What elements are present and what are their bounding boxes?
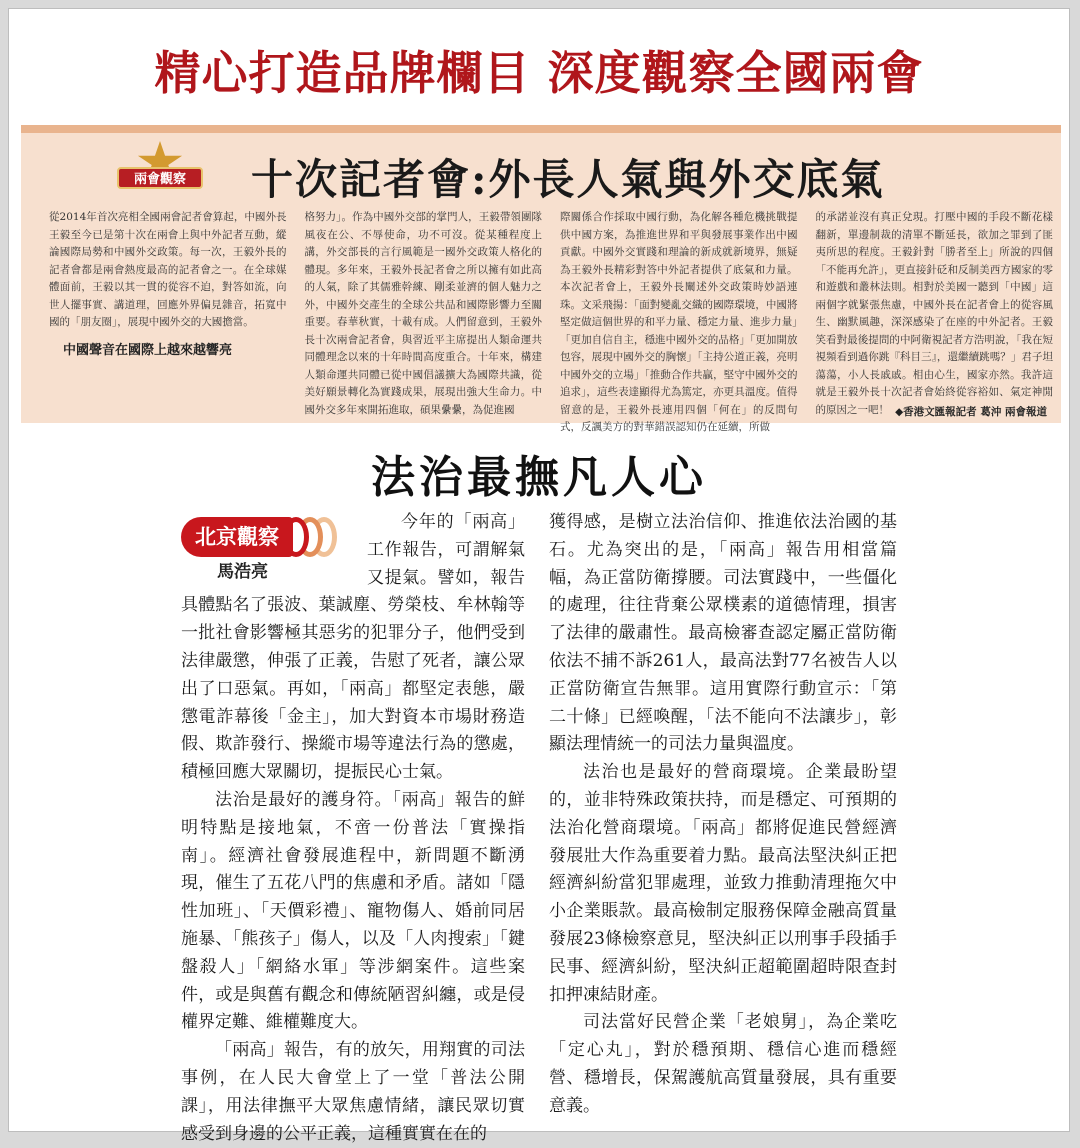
clipping-column-2: 格努力」。作為中國外交部的掌門人，王毅帶領團隊風夜在公、不辱使命，功不可沒。從某種程度上講，外交部長的言行風範是一國外交政策人格化的體現。多年來，王毅外長記者會之所以擁有如此高的人氣，除了其儒雅幹練、剛柔並濟的個人魅力之外，中國外交產生的全球公共品和國際影響力至關重要。春華秋實，十載有成。人們留意到，王毅外長十次兩會記者會，與習近平主席提出人類命運共同體理念以來的十年時間高度重合。十年來，構建人類命運共同體已從中國倡議擴大為國際共識，從美好願景轉化為實踐成果，展現出強大生命力。中國外交多年來開拓進取，碩果纍纍，為促進國 <box>304 211 542 416</box>
clipping-title: 十次記者會:外長人氣與外交底氣 <box>251 155 885 204</box>
paragraph: 法治是最好的護身符。「兩高」報告的鮮明特點是接地氣，不啻一份普法「實操指南」。經濟社會發展進程中，新問題不斷湧現，催生了五花八門的焦慮和矛盾。諸如「隱性加班」、「天價彩禮」、寵物傷人、婚前同居施暴、「熊孩子」傷人，以及「人肉搜索」「鍵盤殺人」「網絡水軍」等涉網案件。這些案件，或是與舊有觀念和傳統陋習糾纏，或是侵權界定難、維權難度大。 <box>181 789 525 1033</box>
column-tag-block <box>181 509 361 589</box>
paragraph: 法治也是最好的營商環境。企業最盼望的，並非特殊政策扶持，而是穩定、可預期的法治化營商環境。「兩高」都將促進民營經濟發展壯大作為重要着力點。最高法堅決糾正把經濟糾紛當犯罪處理，並致力推動清理拖欠中小企業賬款。最高檢制定服務保障金融高質量發展23條檢察意見，堅決糾正以刑事手段插手民事、經濟糾紛，堅決糾正超範圍超時限查封扣押凍結財產。 <box>549 762 897 1005</box>
article-title: 法治最撫凡人心 <box>371 452 707 503</box>
column-tag: 北京觀察 <box>181 517 293 557</box>
clipping-columns <box>49 209 1053 433</box>
author-name: 馬浩亮 <box>217 562 268 582</box>
clipping-subheading: 中國聲音在國際上越來越響亮 <box>63 342 233 358</box>
page-headline: 精心打造品牌欄目 深度觀察全國兩會 <box>154 46 924 100</box>
clipping-column-text: 從2014年首次亮相全國兩會記者會算起，中國外長王毅至今已是第十次在兩會上與中外記者互動，縱論國際局勢和中國外交政策。每一次，王毅外長的記者會都是兩會熱度最高的記者會之一。在全球媒體面前，王毅以其一貫的從容不迫，對答如流，向世人擺事實、講道理，回應外界偏見雜音，拓寬中國的「朋友圈」，展現中國外交的大國擔當。 <box>49 211 287 328</box>
page-frame <box>8 8 1070 1144</box>
clipping-column-1 <box>49 209 287 437</box>
badge-label: 兩會觀察 <box>117 167 203 189</box>
paragraph: 今年的「兩高」工作報告，可謂解氣又提氣。譬如，報告具體點名了張波、葉誠塵、勞榮枝、牟林翰等一批社會影響極其惡劣的犯罪分子，他們受到法律嚴懲，伸張了正義，告慰了死者，讓公眾出了口惡氣。再如，「兩高」都堅定表態，嚴懲電詐幕後「金主」，加大對資本市場財務造假、欺詐發行、操縱市場等違法行為的懲處，積極回應大眾關切，提振民心士氣。 <box>181 512 525 783</box>
clipping-column-3: 際關係合作採取中國行動，為化解各種危機挑戰提供中國方案，為推進世界和平與發展事業作出中國貢獻。中國外交實踐和理論的新成就新境界，無疑為王毅外長精彩對答中外記者提供了底氣和力量。本次記者會上，王毅外長闡述外交政策時妙語連珠。文采飛揚：「面對變亂交織的國際環境，中國將堅定做這個世界的和平力量、穩定力量、進步力量」「更加自信自主，穩進中國外交的品格」「更加開放包容，展現中國外交的胸懷」「主持公道正義，亮明中國外交的立場」「推動合作共贏，堅守中國外交的追求」，這些表達顯得尤為篤定，亦更具溫度。值得留意的是，王毅外長連用四個「何在」的反問句式，反諷美方的對華錯誤認知仍在延續，所做 <box>560 211 798 433</box>
article-column-left <box>181 509 525 1144</box>
paragraph: 獲得感，是樹立法治信仰、推進依法治國的基石。尤為突出的是，「兩高」報告用相當篇幅，為正當防衛撐腰。司法實踐中，一些僵化的處理，往往背棄公眾樸素的道德情理，損害了法律的嚴肅性。最高檢審查認定屬正當防衛依法不捕不訴261人，最高法對77名被告人以正當防衛宣告無罪。這用實際行動宣示：「第二十條」已經喚醒，「法不能向不法讓步」，彰顯法理情統一的司法力量與溫度。 <box>549 512 897 755</box>
clipping-lianghui <box>21 125 1061 433</box>
lianghui-badge <box>117 141 203 201</box>
paragraph: 「兩高」報告，有的放矢，用翔實的司法事例，在人民大會堂上了一堂「普法公開課」，用法律撫平大眾焦慮情緒，讓民眾切實感受到身邊的公平正義，這種實實在在的 <box>181 1040 525 1144</box>
clipping-column-4: 的承諾並沒有真正兌現。打壓中國的手段不斷花樣翻新，單邊制裁的清單不斷延長，欲加之罪到了匪夷所思的程度。王毅針對「勝者至上」所說的四個「不能再允許」，更直接針砭和反制美西方國家的零和遊戲和叢林法則。相對於美國一聽到「中國」這兩個字就緊張焦慮，中國外長在記者會上的從容風生、幽默風趣，深深感染了在座的中外記者。王毅笑看對最後提問的中阿衛視記者方浩明說，「我在短視頻看到過你跳『科目三』，還繼續跳嗎？」君子坦蕩蕩，小人長戚戚。相由心生，國家亦然。我許這就是王毅外長十次記者會始終從容裕如、氣定神閒的原因之一吧！ <box>815 211 1053 416</box>
paragraph: 司法當好民營企業「老娘舅」，為企業吃「定心丸」，對於穩預期、穩信心進而穩經營、穩增長，保駕護航高質量發展，具有重要意義。 <box>549 1012 897 1116</box>
clipping-credit: ◆香港文匯報記者 葛沖 兩會報道 <box>895 406 1047 418</box>
article-column-right <box>549 509 897 1116</box>
